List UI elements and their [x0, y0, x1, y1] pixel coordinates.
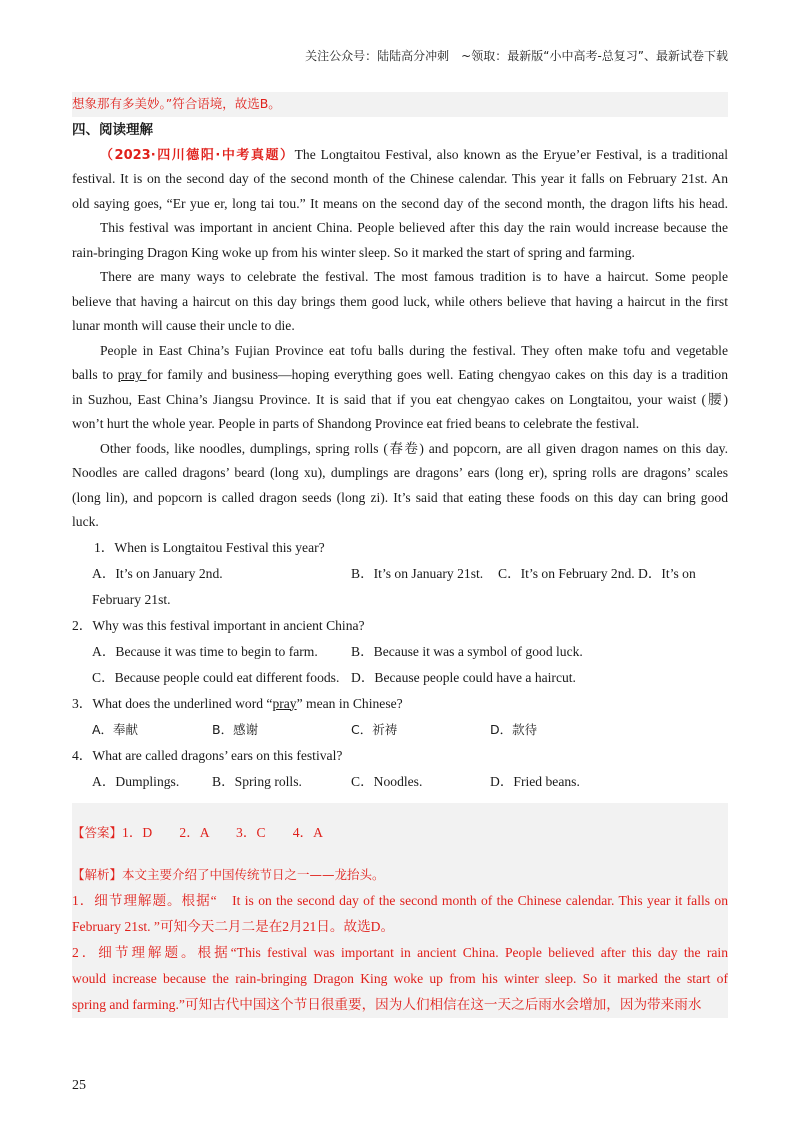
passage-line: rain-bringing Dragon King woke up from his winter sleep. So it marked the start of spring and farming.: [72, 244, 635, 260]
analysis-line: spring and farming.”可知古代中国这个节日很重要，因为人们相信在这一天之后雨水会增加，因为带来雨水: [72, 996, 702, 1012]
passage-line: festival. It is on the second day of the second month of the Chinese calendar. This year it falls on February 21st. An: [72, 171, 728, 186]
question-stem: [72, 535, 728, 561]
analysis-line: would increase because the rain-bringing Dragon King woke up from his winter sleep. So it marked the start of: [72, 970, 728, 986]
option-b: B．It’s on January 21st.: [351, 565, 484, 581]
question-stem: [72, 691, 728, 717]
question-options: [72, 717, 728, 743]
passage-line: [72, 363, 728, 388]
passage-line: lunar month will cause their uncle to die.: [72, 318, 295, 333]
page-header: 关注公众号：陆陆高分冲刺 ~领取：最新版“小中高考-总复习”、最新试卷下载: [305, 49, 728, 63]
answer-line: [72, 821, 728, 846]
analysis-intro-text: 本文主要介绍了中国传统节日之一——龙抬头。: [122, 867, 385, 882]
passage-line: old saying goes, “Er yue er, long tai tou.” It means on the second day of the second month, the dragon lifts his head.: [72, 195, 728, 211]
option-a: A．Because it was time to begin to farm.: [92, 643, 318, 659]
passage-line: won’t hurt the whole year. People in parts of Shandong Province eat fried beans to celebrate the festival.: [72, 416, 640, 431]
option-b: B．Because it was a symbol of good luck.: [351, 643, 583, 659]
passage-line: Noodles are called dragons’ beard (long xu), dumplings are dragons’ ears (long er), spring rolls are dragons’ scales: [72, 465, 728, 480]
option-a: A．Dumplings.: [92, 773, 180, 789]
page-number: 25: [72, 1078, 86, 1093]
analysis-line: 1．细节理解题。根据“ It is on the second day of the second month of the Chinese calendar. This year it falls on: [72, 892, 728, 908]
analysis-label: 【解析】: [72, 867, 123, 882]
passage-line: People in East China’s Fujian Province eat tofu balls during the festival. They often make tofu and vegetable: [100, 342, 728, 358]
answer-label: 【答案】: [72, 824, 123, 840]
section-title: 四、阅读理解: [72, 121, 153, 138]
option-d-cont: February 21st.: [92, 591, 171, 607]
option-b: B．Spring rolls.: [212, 773, 302, 789]
question-stem: [72, 613, 728, 639]
analysis-intro: [72, 863, 728, 888]
question-options: [72, 665, 728, 691]
option-b: B．感谢: [212, 721, 259, 737]
question-list: [72, 535, 728, 795]
analysis-line: 2．细节理解题。根据“This festival was important in ancient China. People believed after this day the rain: [72, 944, 728, 960]
question-text: 1．When is Longtaitou Festival this year?: [94, 539, 325, 555]
option-d: D．Fried beans.: [490, 773, 580, 789]
analysis-line: February 21st. ”可知今天二月二是在2月21日。故选D。: [72, 918, 395, 934]
option-d: D．It’s on: [638, 565, 696, 581]
passage-line: Other foods, like noodles, dumplings, spring rolls (春卷) and popcorn, are all given dragon names on this day.: [100, 440, 728, 456]
question-text: ” mean in Chinese?: [296, 695, 403, 711]
question-options: [72, 639, 728, 665]
option-d: D．Because people could have a haircut.: [351, 669, 576, 685]
option-c: C．Because people could eat different foods.: [92, 669, 340, 685]
question-text: 3．What does the underlined word “: [72, 695, 273, 711]
passage-line: This festival was important in ancient China. People believed after this day the rain would increase because the: [100, 220, 728, 235]
passage-line: (long lin), and popcorn is called dragon seeds (long zi). It’s said that eating these foods on this day can bring good: [72, 489, 728, 505]
option-d: D．款待: [490, 721, 538, 737]
source-tag: （2023·四川德阳·中考真题）: [100, 147, 295, 163]
passage-text: for family and business—hoping everything goes well. Eating chengyao cakes on this day is a tradition: [146, 367, 728, 382]
question-text: 4．What are called dragons’ ears on this festival?: [72, 747, 343, 763]
underlined-word: pray: [117, 367, 147, 382]
question-options-cont: [72, 587, 728, 613]
passage-line: believe that having a haircut on this day brings them good luck, while others believe that having a haircut in the first: [72, 293, 728, 309]
passage-line: There are many ways to celebrate the festival. The most famous tradition is to have a haircut. Some people: [100, 269, 728, 284]
question-options: [72, 769, 728, 795]
question-options: [72, 561, 728, 587]
passage-line: [72, 143, 728, 168]
question-stem: [72, 743, 728, 769]
document-body: [72, 92, 728, 1018]
answer-block: [72, 803, 728, 1018]
passage-text: balls to: [72, 367, 118, 382]
underlined-word: pray: [272, 695, 297, 711]
option-c: C．Noodles.: [351, 773, 423, 789]
previous-answer-tail: 想象那有多美妙。”符合语境，故选B。: [72, 92, 728, 117]
option-c: C．祈祷: [351, 721, 398, 737]
passage-text: The Longtaitou Festival, also known as the Eryue’er Festival, is a traditional: [294, 146, 728, 162]
passage-line: in Suzhou, East China’s Jiangsu Province. It is said that if you eat chengyao cakes on Longtaitou, your waist (腰): [72, 391, 728, 407]
option-a: A．It’s on January 2nd.: [92, 565, 223, 581]
passage-line: luck.: [72, 514, 99, 529]
option-c: C．It’s on February 2nd.: [498, 565, 635, 581]
question-text: 2．Why was this festival important in ancient China?: [72, 617, 365, 633]
option-a: A．奉献: [92, 721, 139, 737]
answer-text: 1．D 2．A 3．C 4．A: [122, 824, 323, 840]
reading-passage: [72, 143, 728, 535]
